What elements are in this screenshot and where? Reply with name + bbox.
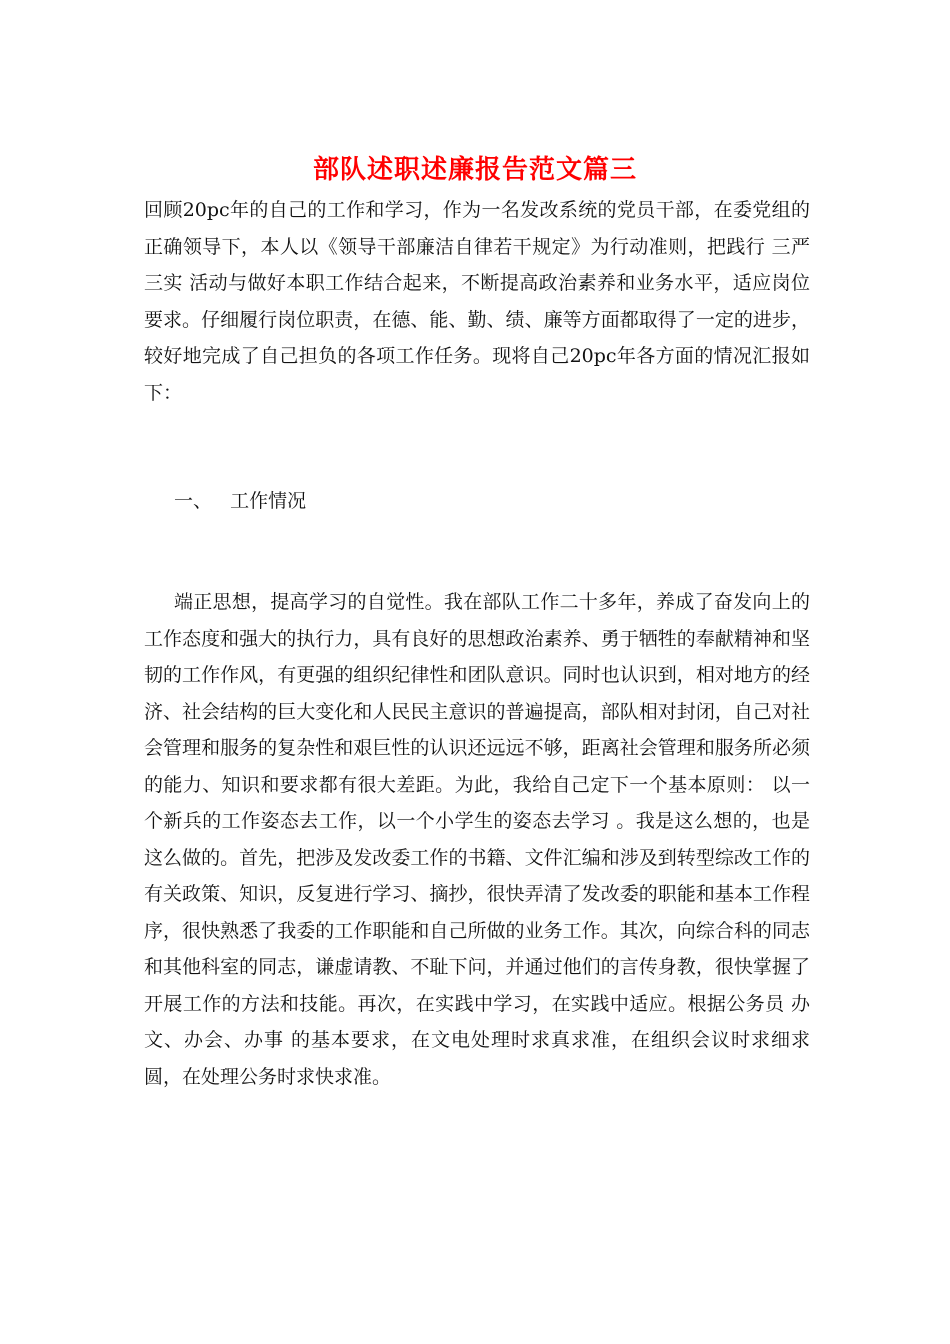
body-paragraph: 端正思想，提高学习的自觉性。我在部队工作二十多年，养成了奋发向上的工作态度和强大的执行力，具有良好的思想政治素养、勇于牺牲的奉献精神和坚韧的工作作风，有更强的组织纪律性和团队意识。同时也认识到，相对地方的经济、社会结构的巨大变化和人民民主意识的普遍提高，部队相对封闭，自己对社会管理和服务的复杂性和艰巨性的认识还远远不够，距离社会管理和服务所必须的能力、知识和要求都有很大差距。为此，我给自己定下一个基本原则： 以一个新兵的工作姿态去工作，以一个小学生的姿态去学习 。我是这么想的，也是这么做的。首先，把涉及发改委工作的书籍、文件汇编和涉及到转型综改工作的有关政策、知识，反复进行学习、摘抄，很快弄清了发改委的职能和基本工作程序，很快熟悉了我委的工作职能和自己所做的业务工作。其次，向综合科的同志和其他科室的同志，谦虚请教、不耻下问，并通过他们的言传身教，很快掌握了开展工作的方法和技能。再次，在实践中学习，在实践中适应。根据公务员 办文、办会、办事 的基本要求，在文电处理时求真求准，在组织会议时求细求圆，在处理公务时求快求准。	[144, 591, 810, 1088]
intro-paragraph: 回顾20pc年的自己的工作和学习，作为一名发改系统的党员干部，在委党组的正确领导下，本人以《领导干部廉洁自律若干规定》为行动准则，把践行 三严三实 活动与做好本职工作结合起来，不断提高政治素养和业务水平，适应岗位要求。仔细履行岗位职责，在德、能、勤、绩、廉等方面都取得了一定的进步，较好地完成了自己担负的各项工作任务。现将自己20pc年各方面的情况汇报如下：	[144, 199, 810, 404]
document-title: 部队述职述廉报告范文篇三	[312, 155, 637, 185]
section-heading: 一、 工作情况	[174, 490, 307, 512]
